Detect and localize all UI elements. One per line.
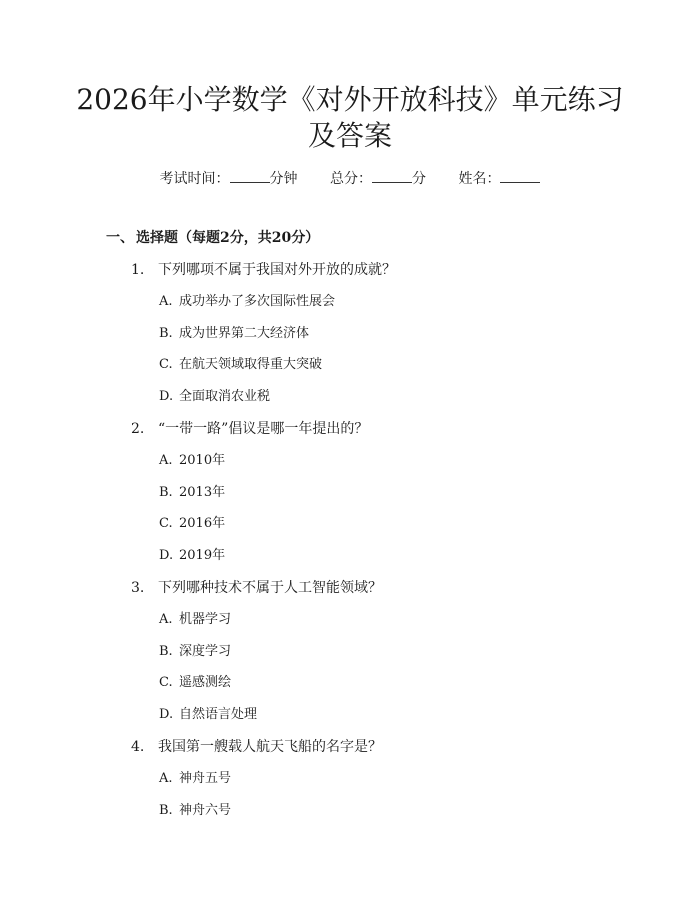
option-text: 神舟六号 (179, 802, 232, 818)
option-text: 神舟五号 (179, 770, 232, 786)
option-text: 机器学习 (179, 611, 232, 627)
page-title-line1: 2026年小学数学《对外开放科技》单元练习 (76, 83, 624, 116)
name-field (458, 171, 540, 187)
question-3-option-d[interactable] (159, 705, 257, 725)
question-3-option-c[interactable] (159, 673, 231, 693)
option-text: 成为世界第二大经济体 (179, 325, 310, 341)
question-text: 下列哪种技术不属于人工智能领域？ (158, 580, 382, 596)
exam-time-label: 考试时间： (159, 171, 230, 187)
option-text: 2019年 (179, 548, 226, 564)
exam-meta (0, 168, 700, 189)
name-blank (500, 168, 540, 183)
page-title-line2: 及答案 (307, 119, 392, 152)
option-letter: C. (159, 357, 173, 373)
question-4 (131, 737, 382, 757)
question-1 (131, 260, 396, 280)
question-2 (131, 419, 368, 439)
option-letter: C. (159, 675, 173, 691)
option-letter: B. (159, 325, 173, 341)
section-title: 选择题（每题2分，共20分） (136, 230, 320, 246)
option-letter: A. (159, 770, 173, 786)
option-text: 2010年 (179, 452, 226, 468)
option-text: 成功举办了多次国际性展会 (179, 293, 336, 309)
exam-time-blank (230, 168, 270, 183)
option-letter: B. (159, 484, 173, 500)
option-letter: A. (159, 452, 173, 468)
question-2-option-d[interactable] (159, 546, 225, 566)
option-text: 2013年 (179, 484, 226, 500)
option-letter: D. (159, 548, 174, 564)
exam-time-unit: 分钟 (269, 171, 298, 187)
section-number: 一、 (106, 230, 134, 246)
total-score-blank (372, 168, 412, 183)
exam-time-field (160, 171, 298, 187)
option-letter: C. (159, 516, 173, 532)
question-2-option-b[interactable] (159, 483, 225, 503)
question-4-option-a[interactable] (159, 769, 231, 789)
option-letter: D. (159, 389, 174, 405)
option-letter: A. (159, 611, 173, 627)
question-text: 我国第一艘载人航天飞船的名字是？ (158, 739, 382, 755)
question-1-option-b[interactable] (159, 324, 309, 344)
question-number: 1. (131, 262, 145, 278)
total-score-field (330, 171, 426, 187)
name-label: 姓名： (458, 171, 501, 187)
option-letter: B. (159, 643, 173, 659)
question-2-option-a[interactable] (159, 451, 225, 471)
question-3-option-b[interactable] (159, 642, 231, 662)
question-4-option-b[interactable] (159, 801, 231, 821)
question-3-option-a[interactable] (159, 610, 231, 630)
option-text: 全面取消农业税 (179, 389, 271, 405)
option-letter: B. (159, 802, 173, 818)
question-text: “一带一路”倡议是哪一年提出的？ (158, 421, 369, 437)
question-2-option-c[interactable] (159, 514, 225, 534)
option-text: 自然语言处理 (179, 707, 258, 723)
option-letter: D. (159, 707, 174, 723)
option-text: 深度学习 (179, 643, 232, 659)
question-number: 2. (131, 421, 145, 437)
total-score-label: 总分： (330, 171, 372, 187)
question-text: 下列哪项不属于我国对外开放的成就？ (158, 262, 396, 278)
section-heading (106, 228, 319, 248)
question-number: 3. (131, 580, 145, 596)
question-3 (131, 578, 382, 598)
question-1-option-c[interactable] (159, 355, 322, 375)
question-number: 4. (131, 739, 145, 755)
total-score-unit: 分 (412, 171, 426, 187)
question-1-option-d[interactable] (159, 387, 270, 407)
option-text: 在航天领域取得重大突破 (179, 357, 323, 373)
question-1-option-a[interactable] (159, 292, 335, 312)
option-text: 2016年 (179, 516, 226, 532)
option-letter: A. (159, 293, 173, 309)
option-text: 遥感测绘 (179, 675, 232, 691)
